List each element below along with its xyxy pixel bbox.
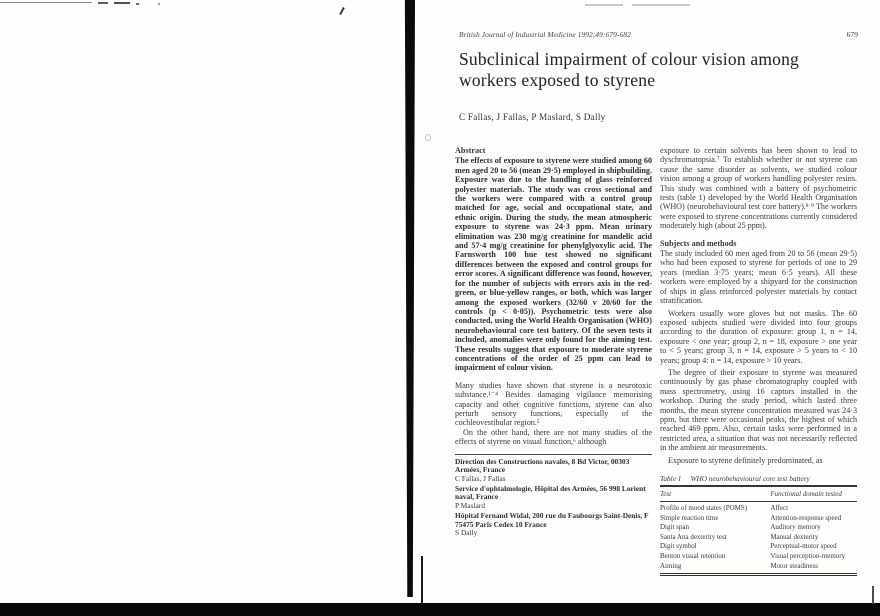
table-row xyxy=(660,542,857,552)
body-paragraph: Exposure to styrene definitely predominated, as xyxy=(668,455,823,465)
table-cell: Attention-response speed xyxy=(770,513,842,522)
table-cell: Profile of mood states (POMS) xyxy=(660,504,748,512)
two-column-body xyxy=(455,146,857,576)
article-title: Subclinical impairment of colour vision among workers exposed to styrene xyxy=(459,49,799,90)
body-paragraph: Workers usually wore gloves but not masks. The 60 exposed subjects studied were divided into four groups according to the duration of exposure: group 1, n = 14, exposure < one year; group 2, n = 18, exposure > one year to < 5 years; group 3, n = 14, exposure > 5 years to < 10 years; group 4: n = 14, exposure > 10 years. xyxy=(660,308,857,365)
intro-paragraph: On the other hand, there are not many studies of the effects of styrene on visual function,⁶ although xyxy=(455,427,652,447)
scan-right-edge-tick xyxy=(872,586,874,604)
left-column xyxy=(455,146,652,576)
column-header: Test xyxy=(660,486,770,501)
body-paragraph: The study included 60 men aged from 20 to 56 (mean 29·5) who had been exposed to styrene for periods of one to 29 years (median 3·75 years; mean 6·5 years). All these workers were employed by a shipyard for the construction of ships in glass reinforced polyester materials by contact stratification. xyxy=(660,249,857,306)
table-cell: Visual perception-memory xyxy=(770,551,846,560)
body-paragraph: exposure to certain solvents has been shown to lead to dyschromatopsia.⁷ To establish whether or not styrene can cause the same disorder as solvents, we studied colour vision among a group of workers handling polyester resins. This study was combined with a battery of psychometric tests (table 1) developed by the World Health Organisation (WHO) (neurobehavioural test core battery).⁸ ⁹ The workers were exposed to styrene concentrations currently considered moderately high (about 25 ppm). xyxy=(660,146,857,231)
table-cell: Simple reaction time xyxy=(660,513,719,522)
table-cell: Santa Ana dexterity test xyxy=(660,532,727,541)
table-header-row xyxy=(660,486,857,501)
table-cell: Manual dexterity xyxy=(770,532,819,541)
table-cell: Aiming xyxy=(660,561,682,570)
authors-line: C Fallas, J Fallas, P Maslard, S Dally xyxy=(459,112,606,122)
column-header: Functional domain tested xyxy=(770,486,857,501)
affiliation-authors: C Fallas, J Fallas xyxy=(455,474,506,483)
affiliations-footnote xyxy=(455,454,652,538)
abstract-heading: Abstract xyxy=(455,146,486,155)
who-core-test-battery-table xyxy=(660,485,857,576)
abstract-text: The effects of exposure to styrene were studied among 60 men aged 20 to 56 (mean 29·5) employed in shipbuilding. Exposure was due to the handling of glass reinforced polyester materials. The study was cross sectional and the workers were compared with a control group matched for age, social and occupational state, and ethnic origin. During the study, the mean atmospheric exposure to styrene was 24·3 ppm. Mean urinary elimination was 230 mg/g creatinine for mandelic acid and 57·4 mg/g creatinine for phenylglyoxylic acid. The Farnsworth 100 hue test showed no significant differences between the exposed and control groups for error scores. A significant difference was found, however, for the number of subjects with errors axis in the red-green, or blue-yellow ranges, or both, which was larger among the exposed workers (32/60 v 20/60 for the controls (p < 0·05)). Psychometric tests were also conducted, using the World Health Organisation (WHO) neurobehavioural core test battery. Of the seven tests it included, anomalies were only found for the aiming test. These results suggest that exposure to moderate styrene concentrations of the order of 25 ppm can lead to impairment of colour vision. xyxy=(455,156,652,373)
table-caption xyxy=(660,474,857,483)
affiliation-address: Hôpital Fernand Widal, 200 rue du Faubourgs Saint-Denis, F 75475 Paris Cedex 10 France xyxy=(455,510,649,529)
table-cell: Digit symbol xyxy=(660,542,697,551)
table-cell: Auditory memory xyxy=(770,523,821,532)
running-head xyxy=(459,30,858,39)
table-row xyxy=(660,513,857,523)
page-number: 679 xyxy=(846,30,858,39)
table-caption-label: Table 1 xyxy=(660,474,682,483)
scan-bottom-edge-bar xyxy=(0,603,880,616)
table-cell: Digit span xyxy=(660,523,689,532)
table-row xyxy=(660,532,857,542)
table-cell: Affect xyxy=(770,504,789,512)
right-column xyxy=(660,146,857,576)
table-row xyxy=(660,551,857,561)
table-cell: Motor steadiness xyxy=(770,561,818,570)
table-cell: Benton visual retention xyxy=(660,551,726,560)
affiliation-authors: S Dally xyxy=(455,528,478,538)
table-row xyxy=(660,502,857,514)
body-paragraph: The degree of their exposure to styrene was measured continuously by gas phase chromatography coupled with mass spectrometry, using 16 captors installed in the workshop. During the study period, which lasted three months, the mean styrene concentration measured was 24·3 ppm, but there were occasional peaks, the highest of which reached 469 ppm. Also, certain tasks were performed in a restricted area, a situation that was not necessarily reflected in the ambient air measurements. xyxy=(660,367,857,453)
affiliation-address: Service d'ophtalmologie, Hôpital des Armées, 56 998 Lorient naval, France xyxy=(455,483,646,502)
intro-paragraph: Many studies have shown that styrene is a neurotoxic substance.¹⁻⁴ Besides damaging vigilance memorising capacity and other cognitive functions, styrene can also perturb sensory functions, especially of the cochleovestibular region.⁵ xyxy=(455,380,652,428)
table-row xyxy=(660,561,857,575)
affiliation-address: Direction des Constructions navales, 8 Bd Victor, 00303 Armées, France xyxy=(455,456,630,475)
journal-citation: British Journal of Industrial Medicine 1992;49:679-682 xyxy=(459,30,631,39)
table-caption-title: WHO neurobehavioural core test battery xyxy=(690,474,810,483)
methods-heading: Subjects and methods xyxy=(660,238,737,248)
table-cell: Perceptual-motor speed xyxy=(770,542,837,551)
affiliation-authors: P Maslard xyxy=(455,501,485,511)
table-row xyxy=(660,523,857,533)
